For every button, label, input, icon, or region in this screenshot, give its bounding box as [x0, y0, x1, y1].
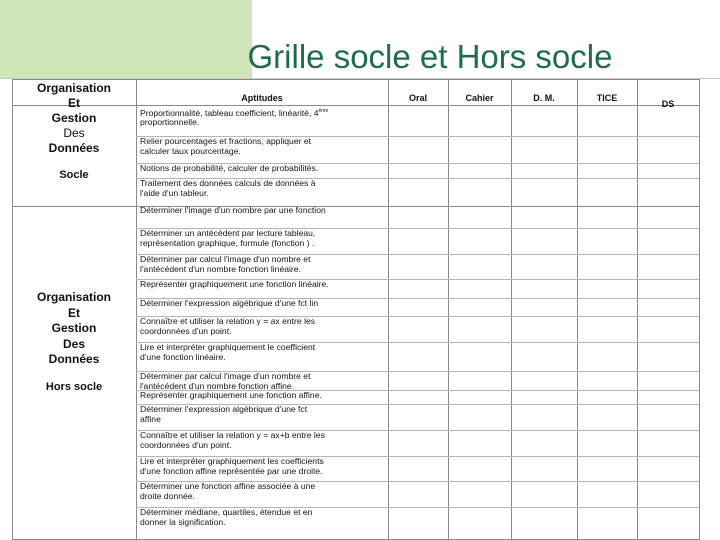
category-hors-socle: [12, 290, 136, 395]
aptitude-row: [140, 179, 380, 198]
col-header-oral: Oral: [408, 93, 427, 103]
aptitude-row: [140, 372, 380, 391]
row-divider: [136, 404, 699, 405]
aptitude-text: Proportionnalité, tableau coefficient, linéarité, 4ème: [140, 107, 329, 118]
aptitude-text: Représenter graphiquement une fonction affine.: [140, 391, 322, 400]
aptitude-text: Déterminer une fonction affine associée à une: [140, 482, 316, 491]
aptitude-row: [140, 229, 380, 248]
aptitude-text: calculer taux pourcentage.: [140, 145, 241, 156]
aptitude-text: Déterminer médiane, quartiles, étendue et en: [140, 508, 313, 517]
aptitude-row: [140, 405, 380, 424]
aptitude-text: Déterminer l'expression algébrique d'une fct: [140, 405, 308, 414]
col-header-dm: D. M.: [533, 93, 555, 103]
row-divider: [136, 279, 699, 280]
aptitude-text: donner la signification.: [140, 516, 226, 527]
grid-line: [511, 79, 512, 540]
category-line: Des: [63, 126, 85, 140]
aptitude-text: proportionnelle.: [140, 117, 200, 128]
aptitude-superscript: ème: [318, 108, 329, 114]
row-divider: [136, 178, 699, 179]
aptitude-text: Lire et interpréter graphiquement le coefficient: [140, 343, 316, 352]
aptitude-text: Connaître et utiliser la relation y = ax+b entre les: [140, 431, 325, 440]
row-divider: [136, 456, 699, 457]
grid-line: [637, 79, 638, 540]
category-line: Organisation: [36, 81, 111, 95]
aptitude-text: Notions de probabilité, calculer de probabilités.: [140, 164, 319, 173]
aptitude-text: Déterminer l'expression algébrique d'une fct lin: [140, 299, 319, 308]
category-line: Et: [68, 305, 80, 320]
aptitude-row: [140, 317, 380, 336]
grid-line: [448, 79, 449, 540]
aptitude-text: affine: [140, 413, 161, 424]
aptitude-text: Déterminer un antécédent par lecture tableau,: [140, 229, 316, 238]
assessment-grid: [12, 79, 700, 540]
aptitude-text: Relier pourcentages et fractions, appliquer et: [140, 137, 312, 146]
category-line: Données: [48, 141, 100, 155]
aptitude-row: [140, 137, 380, 156]
category-line: Gestion: [51, 321, 97, 335]
row-divider: [136, 342, 699, 343]
aptitude-row: [140, 391, 380, 401]
aptitude-row: [140, 457, 380, 476]
aptitude-text: Connaître et utiliser la relation y = ax entre les: [140, 317, 316, 326]
row-divider: [136, 481, 699, 482]
row-divider: [136, 163, 699, 164]
aptitude-text: Traitement des données calculs de données à: [140, 179, 316, 188]
row-divider: [136, 507, 699, 508]
page-title: Grille socle et Hors socle: [247, 38, 613, 75]
grid-line: [12, 79, 700, 80]
aptitude-row: [140, 299, 380, 309]
col-header-tice: TICE: [596, 93, 618, 103]
aptitude-text: Lire et interpréter graphiquement les coefficients: [140, 457, 324, 466]
col-header-cahier: Cahier: [465, 93, 494, 103]
category-line: Gestion: [51, 111, 97, 125]
row-divider: [136, 390, 699, 391]
category-socle: [12, 81, 136, 183]
category-line: Organisation: [36, 290, 111, 304]
aptitude-row: [140, 482, 380, 501]
row-divider: [136, 298, 699, 299]
aptitude-row: [140, 255, 380, 274]
aptitude-text: Déterminer par calcul l'image d'un nombre et: [140, 255, 311, 264]
grid-line: [136, 79, 137, 540]
row-divider: [136, 136, 699, 137]
aptitude-row: [140, 508, 380, 527]
grid-line: [699, 79, 700, 540]
col-header-aptitudes: Aptitudes: [241, 93, 283, 103]
aptitude-row: [140, 164, 380, 174]
category-line: Données: [48, 352, 100, 366]
aptitude-text: Déterminer par calcul l'image d'un nombre et: [140, 372, 311, 381]
category-line: Des: [62, 336, 85, 351]
aptitude-text: droite donnée.: [140, 490, 195, 501]
aptitude-text: Déterminer l'image d'un nombre par une fonction: [140, 206, 326, 215]
col-header-ds: DS: [661, 99, 675, 109]
aptitude-row: [140, 343, 380, 362]
aptitude-text: d'une fonction linéaire.: [140, 351, 226, 362]
row-divider: [136, 254, 699, 255]
category-label: Hors socle: [45, 380, 103, 393]
aptitude-row: [140, 280, 380, 290]
category-label: Socle: [59, 169, 89, 181]
aptitude-text: d'une fonction affine représentée par une droite.: [140, 465, 323, 476]
row-divider: [136, 371, 699, 372]
aptitude-row: [140, 431, 380, 450]
aptitude-text: coordonnées d'un point.: [140, 439, 232, 450]
category-line: Et: [68, 96, 80, 110]
row-divider: [136, 316, 699, 317]
row-divider: [136, 430, 699, 431]
aptitude-row: [140, 107, 380, 128]
aptitude-text: l'antécédent d'un nombre fonction affine.: [140, 380, 295, 391]
aptitude-text: l'antécédent d'un nombre fonction linéaire.: [140, 263, 301, 274]
aptitude-text: l'aide d'un tableur.: [140, 187, 209, 198]
aptitude-text: coordonnées d'un point.: [140, 325, 232, 336]
grid-line: [577, 79, 578, 540]
row-divider: [136, 228, 699, 229]
aptitude-row: [140, 206, 380, 216]
grid-line: [388, 79, 389, 540]
aptitude-text: représentation graphique, formule (fonction ) .: [140, 237, 315, 248]
aptitude-text: Représenter graphiquement une fonction linéaire.: [140, 280, 329, 289]
